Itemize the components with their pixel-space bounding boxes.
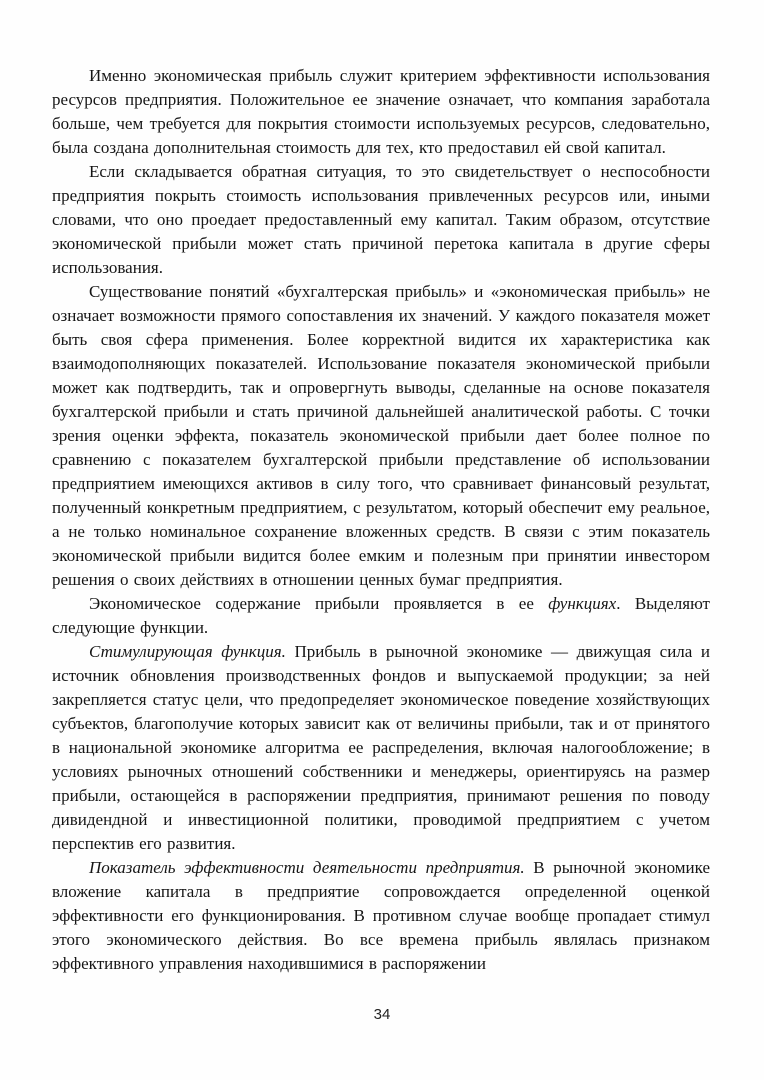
paragraph — [52, 280, 710, 592]
text-segment: Если складывается обратная ситуация, то это свидетельствует о неспособности предприятия покрыть стоимость использования привлеченных ресурсов или, иными словами, что оно проедает предоставленный ему капитал. Таким образом, отсутствие экономической прибыли может стать причиной перетока капитала в другие сферы использования. — [52, 162, 710, 277]
paragraph — [52, 64, 710, 160]
page-number: 34 — [373, 1006, 391, 1023]
emphasis-text: функциях — [548, 594, 617, 613]
paragraph — [52, 592, 710, 640]
text-segment: В рыночной экономике вложение капитала в предприятие сопровождается определенной оценкой эффективности его функционирования. В противном случае вообще пропадает стимул этого экономического действия. Во все времена прибыль являлась признаком эффективного управления находившимися в распоряжении — [52, 858, 710, 973]
text-segment: Именно экономическая прибыль служит критерием эффективности использования ресурсов предприятия. Положительное ее значение означает, что компания заработала больше, чем требуется для покрытия стоимости используемых ресурсов, следовательно, была создана дополнительная стоимость для тех, кто предоставил ей свой капитал. — [52, 66, 710, 157]
paragraph — [52, 640, 710, 856]
text-segment: . Выделяют следующие функции. — [52, 594, 710, 637]
emphasis-text: Стимулирующая функция. — [89, 642, 286, 661]
text-segment: Экономическое содержание прибыли проявляется в ее — [89, 594, 549, 613]
text-segment: Существование понятий «бухгалтерская прибыль» и «экономическая прибыль» не означает возможности прямого сопоставления их значений. У каждого показателя может быть своя сфера применения. Более корректной видится их характеристика как взаимодополняющих показателей. Использование показателя экономической прибыли может как подтвердить, так и опровергнуть выводы, сделанные на основе показателя бухгалтерской прибыли и стать причиной дальнейшей аналитической работы. С точки зрения оценки эффекта, показатель экономической прибыли дает более полное по сравнению с показателем бухгалтерской прибыли представление об использовании предприятием имеющихся активов в силу того, что сравнивает финансовый результат, полученный конкретным предприятием, с результатом, который обеспечит ему реальное, а не только номинальное сохранение вложенных средств. В связи с этим показатель экономической прибыли видится более емким и полезным при принятии инвестором решения о своих действиях в отношении ценных бумаг предприятия. — [52, 282, 710, 589]
text-segment: Прибыль в рыночной экономике — движущая сила и источник обновления производственных фондов и выпускаемой продукции; за ней закрепляется статус цели, что предопределяет экономическое поведение хозяйствующих субъектов, благополучие которых зависит как от величины прибыли, так и от принятого в национальной экономике алгоритма ее распределения, включая налогообложение; в условиях рыночных отношений собственники и менеджеры, ориентируясь на размер прибыли, остающейся в распоряжении предприятия, принимают решения по поводу дивидендной и инвестиционной политики, проводимой предприятием с учетом перспектив его развития. — [52, 642, 711, 853]
body-text — [52, 64, 710, 976]
paragraph — [52, 160, 710, 280]
emphasis-text: Показатель эффективности деятельности предприятия. — [89, 858, 525, 877]
paragraph — [52, 856, 710, 976]
